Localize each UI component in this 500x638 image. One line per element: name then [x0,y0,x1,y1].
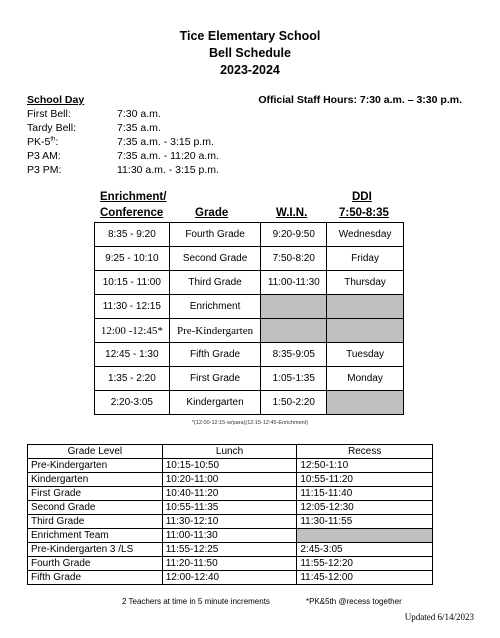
recess-cell: 2:45-3:05 [297,543,433,557]
row-label: Tardy Bell: [27,122,77,134]
ddi-header-line1: DDI [352,191,372,203]
grade-cell: Fifth Grade [169,343,261,367]
grade-cell: Second Grade [28,501,163,515]
table-row [28,571,433,585]
ddi-cell: Tuesday [327,343,404,367]
win-cell-empty [261,295,327,319]
school-day-row [27,149,327,163]
ddi-header-line2: 7:50-8:35 [339,207,389,219]
row-label [27,135,58,149]
grade-cell: Third Grade [169,271,261,295]
lunch-note-right: *PK&5th @recess together [306,597,402,606]
staff-hours: Official Staff Hours: 7:30 a.m. – 3:30 p.m. [258,94,462,106]
win-header: W.I.N. [276,207,308,219]
schedule-title: Bell Schedule [209,46,291,60]
ddi-cell: Friday [327,247,404,271]
lunch-cell: 10:55-11:35 [162,501,297,515]
updated-date: Updated 6/14/2023 [404,612,474,622]
school-day-heading: School Day [27,94,85,106]
lunch-cell: 10:40-11:20 [162,487,297,501]
table-row [95,319,404,343]
grade-level-header: Grade Level [28,445,163,459]
ddi-cell: Wednesday [327,223,404,247]
table-row [95,247,404,271]
lunch-cell: 11:55-12:25 [162,543,297,557]
win-cell: 8:35-9:05 [261,343,327,367]
grade-cell: Fourth Grade [28,557,163,571]
enrichment-footnote: *(12:00-12:15-w/para)(12:15-12:45-Enrichment) [191,420,309,426]
row-value: 7:35 a.m. - 11:20 a.m. [117,150,219,162]
table-header-row [28,445,433,459]
table-row [95,271,404,295]
recess-cell-empty [297,529,433,543]
grade-cell: Enrichment Team [28,529,163,543]
lunch-cell: 10:15-10:50 [162,459,297,473]
grade-cell: Third Grade [28,515,163,529]
school-day-row [27,135,327,149]
lunch-header: Lunch [162,445,297,459]
time-cell: 1:35 - 2:20 [95,367,170,391]
grade-cell: Second Grade [169,247,261,271]
recess-cell: 11:15-11:40 [297,487,433,501]
grade-header: Grade [195,207,229,219]
lunch-cell: 11:30-12:10 [162,515,297,529]
grade-cell: Kindergarten [28,473,163,487]
win-cell: 11:00-11:30 [261,271,327,295]
lunch-recess-table [27,444,433,585]
recess-cell: 10:55-11:20 [297,473,433,487]
table-row [28,529,433,543]
table-row [28,515,433,529]
grade-cell: Kindergarten [169,391,261,415]
table-row [95,367,404,391]
time-cell: 8:35 - 9:20 [95,223,170,247]
lunch-cell: 10:20-11:00 [162,473,297,487]
table-row [28,487,433,501]
row-value: 7:35 a.m. - 3:15 p.m. [117,136,214,148]
school-year: 2023-2024 [220,63,280,77]
row-label: P3 PM: [27,164,62,176]
pk5-colon: : [55,136,59,148]
time-cell: 2:20-3:05 [95,391,170,415]
row-value: 7:30 a.m. [117,108,161,120]
grade-cell: First Grade [169,367,261,391]
grade-cell: Pre-Kindergarten 3 /LS [28,543,163,557]
row-value: 11:30 a.m. - 3:15 p.m. [117,164,219,176]
school-title: Tice Elementary School [179,29,321,43]
win-cell-empty [261,319,327,343]
ddi-cell-empty [327,295,404,319]
win-cell: 1:50-2:20 [261,391,327,415]
win-cell: 1:05-1:35 [261,367,327,391]
table-row [28,473,433,487]
row-label: P3 AM: [27,150,61,162]
lunch-cell: 11:00-11:30 [162,529,297,543]
pk5-label: PK-5 [27,136,51,148]
recess-cell: 12:50-1:10 [297,459,433,473]
grade-cell: First Grade [28,487,163,501]
table-row [95,343,404,367]
ddi-cell: Thursday [327,271,404,295]
lunch-cell: 12:00-12:40 [162,571,297,585]
ddi-cell: Monday [327,367,404,391]
row-label: First Bell: [27,108,71,120]
table-row [28,459,433,473]
pk5-sup: th [50,136,56,143]
table-row [95,223,404,247]
row-value: 7:35 a.m. [117,122,161,134]
lunch-note-left: 2 Teachers at time in 5 minute increments [122,597,270,606]
grade-cell: Pre-Kindergarten [169,319,261,343]
grade-cell: Pre-Kindergarten [28,459,163,473]
time-cell: 10:15 - 11:00 [95,271,170,295]
recess-cell: 12:05-12:30 [297,501,433,515]
time-cell: 12:00 -12:45* [95,319,170,343]
table-row [95,391,404,415]
time-cell: 12:45 - 1:30 [95,343,170,367]
enrichment-header-line2: Conference [100,207,164,219]
table-row [28,557,433,571]
table-row [28,501,433,515]
time-cell: 9:25 - 10:10 [95,247,170,271]
time-cell: 11:30 - 12:15 [95,295,170,319]
school-day-row [27,163,327,177]
win-cell: 7:50-8:20 [261,247,327,271]
enrichment-table [94,222,404,415]
ddi-cell-empty [327,391,404,415]
grade-cell: Enrichment [169,295,261,319]
table-row [28,543,433,557]
grade-cell: Fifth Grade [28,571,163,585]
school-day-row [27,121,327,135]
school-day-row [27,107,327,121]
ddi-cell-empty [327,319,404,343]
recess-header: Recess [297,445,433,459]
recess-cell: 11:30-11:55 [297,515,433,529]
lunch-cell: 11:20-11:50 [162,557,297,571]
table-row [95,295,404,319]
recess-cell: 11:55-12:20 [297,557,433,571]
grade-cell: Fourth Grade [169,223,261,247]
win-cell: 9:20-9:50 [261,223,327,247]
recess-cell: 11:45-12:00 [297,571,433,585]
enrichment-header-line1: Enrichment/ [100,191,167,203]
